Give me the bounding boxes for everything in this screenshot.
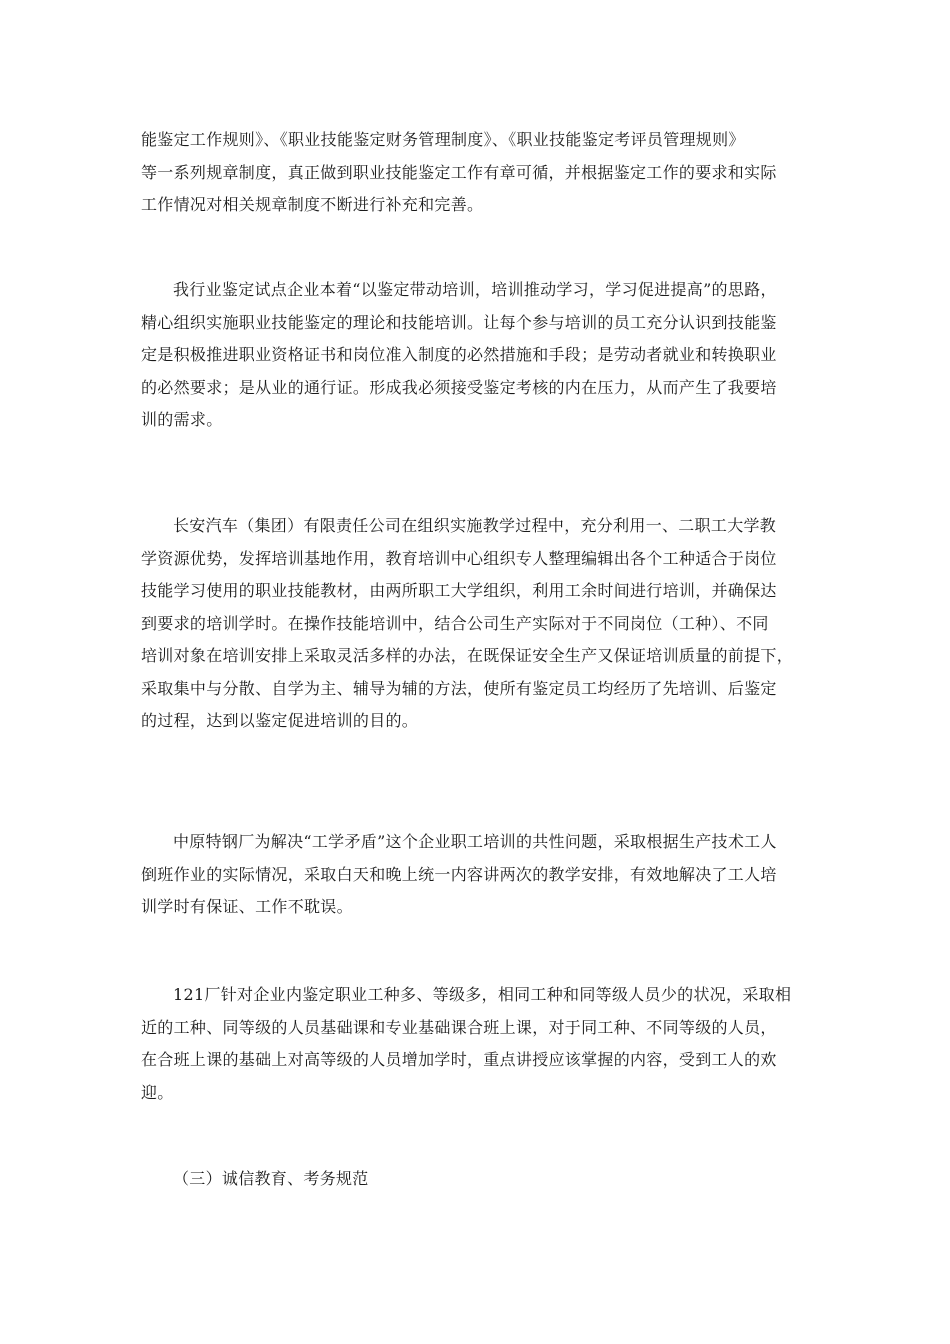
paragraph-factory-121 [141, 979, 831, 1109]
text-line: 训的需求。 [141, 410, 223, 429]
text-line: 训学时有保证、工作不耽误。 [141, 897, 353, 916]
text-line: 精心组织实施职业技能鉴定的理论和技能培训。让每个参与培训的员工充分认识到技能鉴 [141, 312, 777, 332]
paragraph-changan [141, 510, 831, 738]
text-line: 培训对象在培训安排上采取灵活多样的办法，在既保证安全生产又保证培训质量的前提下， [141, 646, 794, 665]
text-line: 中原特钢厂为解决“工学矛盾”这个企业职工培训的共性问题，采取根据生产技术工人 [173, 832, 777, 851]
text-line: 技能学习使用的职业技能教材，由两所职工大学组织，利用工余时间进行培训，并确保达 [141, 581, 777, 600]
text-line: 在合班上课的基础上对高等级的人员增加学时，重点讲授应该掌握的内容，受到工人的欢 [141, 1050, 777, 1069]
text-line: 长安汽车（集团）有限责任公司在组织实施教学过程中，充分利用一、二职工大学教 [173, 516, 777, 535]
text-line: 121厂针对企业内鉴定职业工种多、等级多，相同工种和同等级人员少的状况，采取相 [173, 985, 792, 1004]
text-line: 采取集中与分散、自学为主、辅导为辅的方法，使所有鉴定员工均经历了先培训、后鉴定 [141, 678, 777, 698]
text-line: 定是积极推进职业资格证书和岗位准入制度的必然措施和手段；是劳动者就业和转换职业 [141, 345, 777, 364]
text-line: 的过程，达到以鉴定促进培训的目的。 [141, 711, 419, 730]
section-heading [141, 1163, 831, 1196]
text-line: 能鉴定工作规则》、《职业技能鉴定财务管理制度》、《职业技能鉴定考评员管理规则》 [141, 130, 745, 149]
text-line: 到要求的培训学时。在操作技能培训中，结合公司生产实际对于不同岗位（工种）、不同 [141, 613, 769, 633]
text-line: 工作情况对相关规章制度不断进行补充和完善。 [141, 195, 484, 214]
text-line: 近的工种、同等级的人员基础课和专业基础课合班上课，对于同工种、不同等级的人员， [141, 1017, 777, 1037]
text-line: 的必然要求；是从业的通行证。形成我必须接受鉴定考核的内在压力，从而产生了我要培 [141, 377, 777, 397]
text-line: 等一系列规章制度，真正做到职业技能鉴定工作有章可循，并根据鉴定工作的要求和实际 [141, 162, 777, 182]
paragraph-zhongyuan [141, 826, 831, 924]
text-line: 学资源优势，发挥培训基地作用，教育培训中心组织专人整理编辑出各个工种适合于岗位 [141, 548, 777, 568]
section-heading-text: （三）诚信教育、考务规范 [173, 1169, 369, 1188]
paragraph-regulations [141, 124, 831, 222]
text-line: 迎。 [141, 1082, 174, 1102]
text-line: 倒班作业的实际情况，采取白天和晚上统一内容讲两次的教学安排，有效地解决了工人培 [141, 864, 777, 884]
text-line: 我行业鉴定试点企业本着“以鉴定带动培训，培训推动学习，学习促进提高”的思路， [173, 280, 777, 299]
paragraph-industry-pilot [141, 274, 831, 437]
